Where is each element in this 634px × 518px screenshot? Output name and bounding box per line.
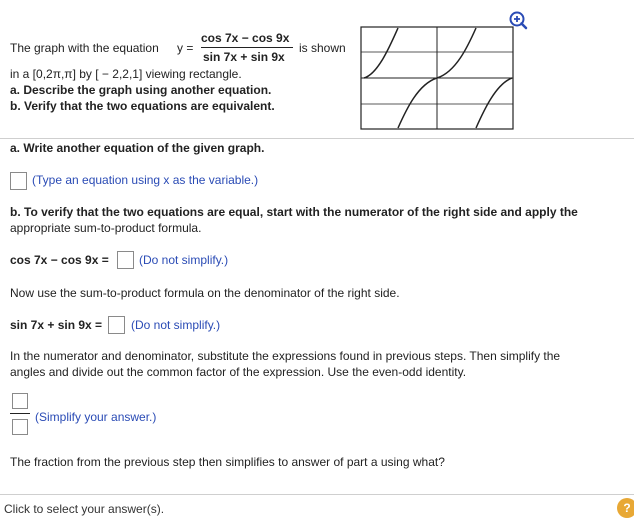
final-question: The fraction from the previous step then simplifies to answer of part a using what?: [10, 455, 445, 469]
sin-expression-label: sin 7x + sin 9x =: [10, 318, 103, 332]
fraction-denominator-input[interactable]: [12, 419, 28, 435]
equation-answer-hint: (Type an equation using x as the variable.): [32, 173, 259, 187]
problem-part-a: a. Describe the graph using another equation.: [10, 83, 272, 97]
problem-intro: The graph with the equation: [10, 41, 159, 55]
cos-difference-input[interactable]: [117, 251, 134, 269]
sin-sum-input[interactable]: [108, 316, 125, 334]
fraction-input-bar: [10, 413, 30, 414]
sin-sum-hint: (Do not simplify.): [131, 318, 221, 332]
section-b-intro-line1: b. To verify that the two equations are equal, start with the numerator of the right side and apply the: [10, 205, 578, 219]
function-graph: [360, 26, 514, 130]
footer-prompt: Click to select your answer(s).: [4, 502, 165, 516]
footer-divider: [0, 494, 634, 495]
fraction-numerator-input[interactable]: [12, 393, 28, 409]
divider: [0, 138, 634, 139]
problem-is-shown: is shown: [299, 41, 346, 55]
problem-viewing-rectangle: in a [0,2π,π] by [ − 2,2,1] viewing rectangle.: [10, 67, 242, 81]
problem-part-b: b. Verify that the two equations are equivalent.: [10, 99, 275, 113]
problem-numerator: cos 7x − cos 9x: [201, 31, 290, 45]
fraction-hint: (Simplify your answer.): [35, 410, 157, 424]
cos-expression-label: cos 7x − cos 9x =: [10, 253, 109, 267]
problem-denominator: sin 7x + sin 9x: [203, 50, 285, 64]
denominator-instruction: Now use the sum-to-product formula on the denominator of the right side.: [10, 286, 400, 300]
section-a-title: a. Write another equation of the given graph.: [10, 141, 265, 155]
help-icon[interactable]: ?: [617, 498, 634, 518]
substitute-instruction-line1: In the numerator and denominator, substitute the expressions found in previous steps. Then simplify the: [10, 349, 561, 363]
equation-answer-input[interactable]: [10, 172, 27, 190]
substitute-instruction-line2: angles and divide out the common factor of the expression. Use the even-odd identity.: [10, 365, 467, 379]
cos-difference-hint: (Do not simplify.): [139, 253, 229, 267]
problem-y-equals: y =: [177, 41, 194, 55]
section-b-intro-line2: appropriate sum-to-product formula.: [10, 221, 202, 235]
problem-fraction-bar: [201, 47, 293, 48]
